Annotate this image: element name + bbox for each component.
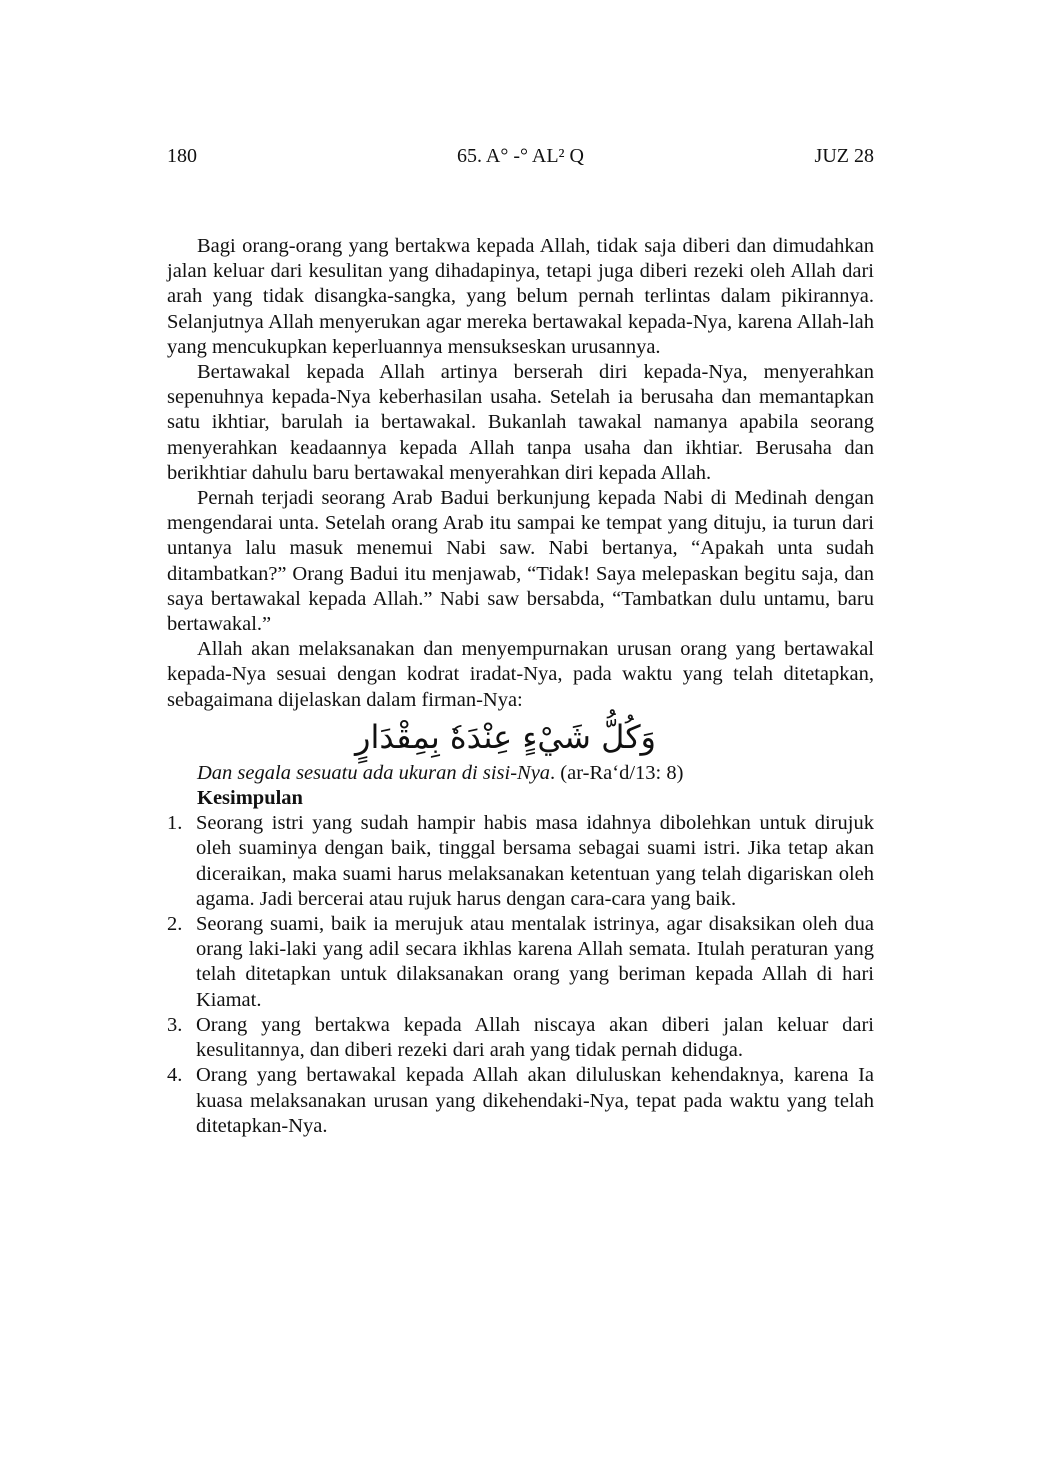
verse-reference: . (ar-Ra‘d/13: 8) (550, 761, 684, 784)
list-item (167, 811, 874, 912)
list-item-text: Orang yang bertawakal kepada Allah akan diluluskan kehendaknya, karena Ia kuasa melaksanakan urusan yang dikehendaki-Nya, tepat pada waktu yang telah ditetapkan-Nya. (196, 1064, 874, 1137)
list-item-number: 1. (167, 812, 183, 835)
list-item-text: Orang yang bertakwa kepada Allah niscaya akan diberi jalan keluar dari kesulitannya, dan diberi rezeki dari arah yang tidak pernah diduga. (196, 1013, 874, 1062)
document-page (167, 140, 874, 1139)
list-item (167, 1013, 874, 1063)
conclusion-list (167, 811, 874, 1139)
verse-translation-text: Dan segala sesuatu ada ukuran di sisi-Nya (197, 761, 551, 784)
body-text (167, 234, 874, 1139)
juz-label: JUZ 28 (814, 145, 874, 167)
running-header (167, 140, 874, 172)
section-heading: Kesimpulan (197, 787, 303, 810)
paragraph-taqwa: Bagi orang-orang yang bertakwa kepada Allah, tidak saja diberi dan dimudahkan jalan keluar dari kesulitan yang dihadapinya, tetapi juga diberi rezeki oleh Allah dari arah yang tidak disangka-sangka, yang belum pernah terlintas dalam pikirannya. Selanjutnya Allah menyerukan agar mereka bertawakal kepada-Nya, karena Allah-lah yang mencukupkan keperluannya mensukseskan urusannya. (167, 235, 874, 358)
paragraph-firman-intro: Allah akan melaksanakan dan menyempurnakan urusan orang yang bertawakal kepada-Nya sesuai dengan kodrat iradat-Nya, pada waktu yang telah ditetapkan, sebagaimana dijelaskan dalam firman-Nya: (167, 638, 874, 711)
list-item-text: Seorang suami, baik ia merujuk atau mentalak istrinya, agar disaksikan oleh dua orang laki-laki yang adil secara ikhlas karena Allah semata. Itulah peraturan yang telah ditetapkan untuk dilaksanakan orang yang beriman kepada Allah di hari Kiamat. (196, 913, 874, 1011)
list-item-number: 3. (167, 1013, 183, 1036)
list-item-number: 2. (167, 913, 183, 936)
list-item (167, 912, 874, 1013)
paragraph-tawakal-meaning: Bertawakal kepada Allah artinya berserah diri kepada-Nya, menyerahkan sepenuhnya kepada-Nya keberhasilan usaha. Setelah ia berusaha dan memantapkan satu ikhtiar, barulah ia bertawakal. Bukanlah tawakal namanya apabila seorang menyerahkan keadaannya kepada Allah tanpa usaha dan ikhtiar. Berusaha dan berikhtiar dahulu baru bertawakal menyerahkan diri kepada Allah. (167, 361, 874, 484)
surah-title: 65. A° -° AL² Q (457, 145, 584, 167)
list-item (167, 1063, 874, 1139)
verse-translation (167, 761, 874, 786)
list-item-text: Seorang istri yang sudah hampir habis masa idahnya dibolehkan untuk dirujuk oleh suaminya dengan baik, tinggal bersama sebagai suami istri. Jika tetap akan diceraikan, maka suami harus melaksanakan ketentuan yang telah digariskan oleh agama. Jadi bercerai atau rujuk harus dengan cara-cara yang baik. (196, 812, 874, 910)
paragraph-badui-story: Pernah terjadi seorang Arab Badui berkunjung kepada Nabi di Medinah dengan mengendarai unta. Setelah orang Arab itu sampai ke tempat yang dituju, ia turun dari untanya lalu masuk menemui Nabi saw. Nabi bertanya, “Apakah unta sudah ditambatkan?” Orang Badui itu menjawab, “Tidak! Saya melepaskan begitu saja, dan saya bertawakal kepada Allah.” Nabi saw bersabda, “Tambatkan dulu untamu, baru bertawakal.” (167, 487, 874, 636)
arabic-verse: وَكُلُّ شَيْءٍ عِنْدَهٗ بِمِقْدَارٍ (354, 717, 656, 756)
page-number: 180 (167, 145, 197, 167)
list-item-number: 4. (167, 1064, 183, 1087)
